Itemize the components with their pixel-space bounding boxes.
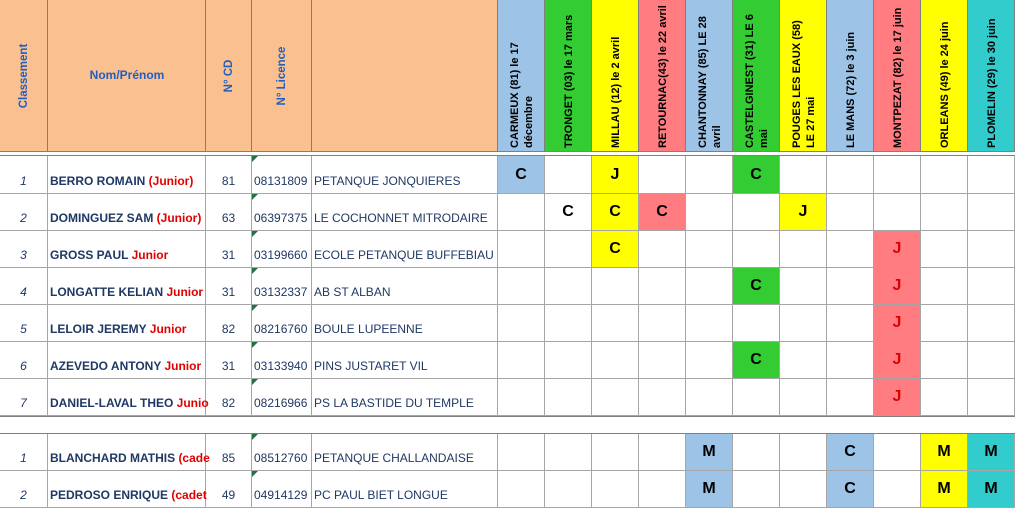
mark-cell-orleans[interactable]	[921, 156, 968, 194]
mark-cell-plomelin[interactable]	[968, 268, 1015, 305]
header-event-label	[498, 0, 545, 152]
header-event-text: POUGES LES EAUX (58) LE 27 mai	[790, 20, 817, 148]
header-name[interactable]	[48, 0, 206, 152]
error-indicator-icon	[252, 342, 258, 348]
mark-value: C	[844, 443, 856, 460]
dept-value: 49	[221, 488, 236, 502]
name-cell[interactable]	[48, 156, 206, 194]
mark-cell-retournac[interactable]	[639, 305, 686, 342]
name-cell[interactable]	[48, 194, 206, 231]
club-cell[interactable]	[312, 268, 498, 305]
mark-cell-retournac[interactable]	[639, 268, 686, 305]
club-value: ECOLE PETANQUE BUFFEBIAU	[314, 248, 494, 262]
mark-cell-pouges[interactable]	[780, 305, 827, 342]
mark-value: C	[750, 351, 762, 368]
rank-value: 6	[20, 359, 27, 373]
club-value: PINS JUSTARET VIL	[314, 359, 428, 373]
mark-cell-lemans[interactable]	[827, 471, 874, 508]
mark-cell-lemans[interactable]	[827, 305, 874, 342]
dept-value: 82	[221, 322, 236, 336]
mark-cell-montpezat[interactable]	[874, 434, 921, 471]
licence-cell[interactable]	[252, 268, 312, 305]
club-cell[interactable]	[312, 194, 498, 231]
dept-cell[interactable]	[206, 305, 252, 342]
mark-cell-carmeux[interactable]	[498, 305, 545, 342]
header-event-text: MONTPEZAT (82) le 17 juin	[891, 7, 904, 148]
mark-cell-tronget[interactable]	[545, 268, 592, 305]
rank-cell[interactable]	[0, 342, 48, 379]
rank-cell[interactable]	[0, 156, 48, 194]
mark-cell-retournac[interactable]	[639, 342, 686, 379]
mark-cell-chantonnay[interactable]	[686, 231, 733, 268]
mark-cell-tronget[interactable]	[545, 342, 592, 379]
header-event-text: TRONGET (03) le 17 mars	[562, 14, 575, 148]
mark-cell-montpezat[interactable]	[874, 156, 921, 194]
mark-value: J	[892, 314, 902, 331]
name-cell[interactable]	[48, 268, 206, 305]
header-event-chantonnay[interactable]	[686, 0, 733, 152]
header-dept-label: N° CD	[222, 59, 235, 92]
mark-value: M	[702, 443, 716, 460]
licence-cell[interactable]	[252, 231, 312, 268]
group-separator	[0, 416, 1015, 434]
name-cell[interactable]	[48, 305, 206, 342]
header-event-carmeux[interactable]	[498, 0, 545, 152]
mark-cell-retournac[interactable]	[639, 434, 686, 471]
mark-cell-montpezat[interactable]	[874, 342, 921, 379]
dept-value: 82	[221, 396, 236, 410]
error-indicator-icon	[252, 471, 258, 477]
club-cell[interactable]	[312, 434, 498, 471]
mark-cell-orleans[interactable]	[921, 342, 968, 379]
mark-cell-plomelin[interactable]	[968, 434, 1015, 471]
rank-value: 4	[20, 285, 27, 299]
header-event-label	[639, 0, 686, 152]
rank-value: 3	[20, 248, 27, 262]
mark-cell-montpezat[interactable]	[874, 379, 921, 416]
mark-cell-chantonnay[interactable]	[686, 156, 733, 194]
mark-cell-chantonnay[interactable]	[686, 268, 733, 305]
mark-value: J	[610, 165, 620, 183]
club-cell[interactable]	[312, 305, 498, 342]
mark-cell-chantonnay[interactable]	[686, 434, 733, 471]
player-name: DANIEL-LAVAL THEO	[50, 396, 177, 410]
rank-value: 2	[20, 211, 27, 225]
dept-value: 63	[221, 211, 236, 225]
dept-value: 31	[221, 285, 236, 299]
mark-value: C	[750, 277, 762, 294]
dept-value: 31	[221, 248, 236, 262]
mark-cell-pouges[interactable]	[780, 194, 827, 231]
club-value: BOULE LUPEENNE	[314, 322, 423, 336]
rank-value: 1	[20, 174, 27, 188]
mark-cell-chantonnay[interactable]	[686, 305, 733, 342]
player-name: BLANCHARD MATHIS	[50, 451, 179, 465]
header-event-label	[592, 0, 639, 152]
licence-value: 08512760	[254, 451, 308, 465]
header-event-label	[968, 0, 1015, 152]
mark-cell-castelginest[interactable]	[733, 156, 780, 194]
licence-value: 04914129	[254, 488, 308, 502]
mark-cell-castelginest[interactable]	[733, 305, 780, 342]
club-value: LE COCHONNET MITRODAIRE	[314, 211, 488, 225]
header-event-label	[874, 0, 921, 152]
mark-value: M	[984, 443, 998, 460]
mark-cell-plomelin[interactable]	[968, 194, 1015, 231]
mark-cell-tronget[interactable]	[545, 434, 592, 471]
category-tag: Junior	[164, 359, 202, 373]
player-name: DOMINGUEZ SAM	[50, 211, 157, 225]
rank-cell[interactable]	[0, 194, 48, 231]
mark-cell-millau[interactable]	[592, 471, 639, 508]
mark-cell-lemans[interactable]	[827, 231, 874, 268]
mark-cell-lemans[interactable]	[827, 156, 874, 194]
header-event-pouges[interactable]	[780, 0, 827, 152]
club-value: PETANQUE CHALLANDAISE	[314, 451, 474, 465]
dept-cell[interactable]	[206, 434, 252, 471]
mark-cell-carmeux[interactable]	[498, 342, 545, 379]
error-indicator-icon	[252, 156, 258, 162]
licence-value: 06397375	[254, 211, 308, 225]
mark-cell-retournac[interactable]	[639, 194, 686, 231]
mark-value: J	[892, 277, 902, 294]
name-cell[interactable]	[48, 379, 209, 416]
club-value: PC PAUL BIET LONGUE	[314, 488, 448, 502]
mark-value: J	[892, 351, 902, 368]
header-event-orleans[interactable]	[921, 0, 968, 152]
mark-cell-castelginest[interactable]	[733, 342, 780, 379]
error-indicator-icon	[252, 434, 258, 440]
category-tag: (Junior)	[156, 211, 202, 225]
club-cell[interactable]	[312, 231, 498, 268]
mark-value: C	[609, 203, 621, 220]
header-event-text: ORLEANS (49) le 24 juin	[938, 21, 951, 148]
header-event-label	[733, 0, 780, 152]
name-cell[interactable]	[48, 471, 206, 508]
dept-cell[interactable]	[206, 231, 252, 268]
mark-cell-castelginest[interactable]	[733, 194, 780, 231]
mark-cell-lemans[interactable]	[827, 268, 874, 305]
mark-cell-tronget[interactable]	[545, 305, 592, 342]
licence-cell[interactable]	[252, 471, 312, 508]
name-cell[interactable]	[48, 434, 210, 471]
mark-cell-castelginest[interactable]	[733, 268, 780, 305]
club-cell[interactable]	[312, 471, 498, 508]
mark-cell-millau[interactable]	[592, 305, 639, 342]
club-cell[interactable]	[312, 156, 498, 194]
mark-value: M	[984, 480, 998, 497]
mark-cell-montpezat[interactable]	[874, 268, 921, 305]
licence-value: 08216966	[254, 396, 308, 410]
club-value: PS LA BASTIDE DU TEMPLE	[314, 396, 474, 410]
mark-cell-plomelin[interactable]	[968, 342, 1015, 379]
dept-cell[interactable]	[206, 194, 252, 231]
header-event-text: CARMEUX (81) le 17 décembre	[508, 42, 535, 148]
rank-cell[interactable]	[0, 379, 48, 416]
header-event-montpezat[interactable]	[874, 0, 921, 152]
mark-cell-pouges[interactable]	[780, 231, 827, 268]
mark-value: C	[750, 165, 762, 183]
header-licence-label: N° Licence	[275, 46, 288, 105]
name-cell[interactable]	[48, 231, 206, 268]
header-event-tronget[interactable]	[545, 0, 592, 152]
mark-cell-montpezat[interactable]	[874, 194, 921, 231]
mark-cell-carmeux[interactable]	[498, 471, 545, 508]
mark-cell-castelginest[interactable]	[733, 379, 780, 416]
header-event-text: RETOURNAC(43) le 22 avril	[656, 5, 669, 148]
mark-cell-carmeux[interactable]	[498, 379, 545, 416]
header-event-plomelin[interactable]	[968, 0, 1015, 152]
error-indicator-icon	[252, 305, 258, 311]
licence-cell[interactable]	[252, 194, 312, 231]
header-licence[interactable]	[252, 0, 312, 152]
mark-cell-lemans[interactable]	[827, 434, 874, 471]
mark-cell-orleans[interactable]	[921, 305, 968, 342]
mark-cell-millau[interactable]	[592, 268, 639, 305]
mark-value: J	[892, 240, 902, 257]
dept-value: 81	[221, 174, 236, 188]
category-tag: (Junior)	[148, 174, 194, 188]
dept-value: 85	[221, 451, 236, 465]
category-tag: (cade	[178, 451, 210, 465]
mark-cell-castelginest[interactable]	[733, 231, 780, 268]
mark-cell-retournac[interactable]	[639, 379, 686, 416]
error-indicator-icon	[252, 379, 258, 385]
mark-cell-castelginest[interactable]	[733, 434, 780, 471]
header-event-text: MILLAU (12) le 2 avril	[609, 36, 622, 148]
category-tag: Junior	[149, 322, 187, 336]
category-tag: Junior	[166, 285, 204, 299]
mark-cell-castelginest[interactable]	[733, 471, 780, 508]
header-club[interactable]	[312, 0, 498, 152]
category-tag: Junior	[131, 248, 169, 262]
header-event-label	[545, 0, 592, 152]
mark-cell-millau[interactable]	[592, 342, 639, 379]
dept-cell[interactable]	[206, 156, 252, 194]
error-indicator-icon	[252, 268, 258, 274]
dept-cell[interactable]	[206, 379, 252, 416]
mark-cell-chantonnay[interactable]	[686, 471, 733, 508]
mark-cell-tronget[interactable]	[545, 231, 592, 268]
mark-cell-pouges[interactable]	[780, 156, 827, 194]
mark-value: C	[656, 203, 668, 220]
mark-cell-chantonnay[interactable]	[686, 379, 733, 416]
header-event-label	[686, 0, 733, 152]
header-event-text: CASTELGINEST (31) LE 6 mai	[743, 14, 770, 148]
mark-cell-lemans[interactable]	[827, 194, 874, 231]
licence-value: 08216760	[254, 322, 308, 336]
dept-cell[interactable]	[206, 268, 252, 305]
licence-cell[interactable]	[252, 305, 312, 342]
mark-cell-plomelin[interactable]	[968, 471, 1015, 508]
mark-cell-tronget[interactable]	[545, 156, 592, 194]
mark-cell-tronget[interactable]	[545, 471, 592, 508]
header-event-label	[780, 0, 827, 152]
mark-cell-chantonnay[interactable]	[686, 194, 733, 231]
rank-value: 7	[20, 396, 27, 410]
player-name: PEDROSO ENRIQUE	[50, 488, 172, 502]
header-rank[interactable]	[0, 0, 48, 152]
mark-cell-plomelin[interactable]	[968, 231, 1015, 268]
rank-cell[interactable]	[0, 305, 48, 342]
category-tag: (cadet	[171, 488, 207, 502]
mark-cell-orleans[interactable]	[921, 434, 968, 471]
header-event-millau[interactable]	[592, 0, 639, 152]
mark-cell-lemans[interactable]	[827, 342, 874, 379]
mark-cell-pouges[interactable]	[780, 268, 827, 305]
licence-cell[interactable]	[252, 434, 312, 471]
club-cell[interactable]	[312, 379, 498, 416]
club-cell[interactable]	[312, 342, 498, 379]
mark-cell-millau[interactable]	[592, 156, 639, 194]
header-event-text: PLOMELIN (29) le 30 juin	[985, 18, 998, 148]
mark-cell-tronget[interactable]	[545, 194, 592, 231]
mark-cell-carmeux[interactable]	[498, 194, 545, 231]
mark-cell-retournac[interactable]	[639, 471, 686, 508]
header-name-label: Nom/Prénom	[89, 68, 165, 82]
mark-cell-plomelin[interactable]	[968, 156, 1015, 194]
mark-cell-millau[interactable]	[592, 231, 639, 268]
mark-cell-carmeux[interactable]	[498, 268, 545, 305]
mark-value: C	[562, 203, 574, 220]
mark-cell-millau[interactable]	[592, 434, 639, 471]
licence-value: 03133940	[254, 359, 308, 373]
header-event-label	[827, 0, 874, 152]
dept-value: 31	[221, 359, 236, 373]
player-name: LONGATTE KELIAN	[50, 285, 167, 299]
mark-value: J	[892, 388, 902, 405]
player-name: BERRO ROMAIN	[50, 174, 149, 188]
category-tag: Junio	[176, 396, 209, 410]
rank-cell[interactable]	[0, 471, 48, 508]
mark-value: C	[609, 240, 621, 257]
mark-value: M	[937, 443, 951, 460]
header-event-text: CHANTONNAY (85) LE 28 avril	[696, 16, 723, 148]
club-value: AB ST ALBAN	[314, 285, 391, 299]
mark-value: M	[937, 480, 951, 497]
mark-value: C	[515, 165, 527, 183]
name-cell[interactable]	[48, 342, 206, 379]
mark-cell-orleans[interactable]	[921, 471, 968, 508]
player-name: GROSS PAUL	[50, 248, 132, 262]
mark-value: M	[702, 480, 716, 497]
licence-cell[interactable]	[252, 342, 312, 379]
mark-cell-millau[interactable]	[592, 194, 639, 231]
header-event-text: LE MANS (72) le 3 juin	[844, 31, 857, 148]
mark-cell-tronget[interactable]	[545, 379, 592, 416]
mark-cell-plomelin[interactable]	[968, 305, 1015, 342]
rank-cell[interactable]	[0, 434, 48, 471]
mark-cell-millau[interactable]	[592, 379, 639, 416]
rank-value: 1	[20, 451, 27, 465]
rank-cell[interactable]	[0, 268, 48, 305]
rank-cell[interactable]	[0, 231, 48, 268]
mark-cell-pouges[interactable]	[780, 471, 827, 508]
error-indicator-icon	[252, 231, 258, 237]
error-indicator-icon	[252, 194, 258, 200]
mark-cell-pouges[interactable]	[780, 434, 827, 471]
header-event-label	[921, 0, 968, 152]
header-rank-label: Classement	[17, 43, 30, 108]
mark-cell-retournac[interactable]	[639, 156, 686, 194]
player-name: LELOIR JEREMY	[50, 322, 150, 336]
mark-cell-carmeux[interactable]	[498, 156, 545, 194]
header-event-castelginest[interactable]	[733, 0, 780, 152]
header-event-lemans[interactable]	[827, 0, 874, 152]
mark-cell-carmeux[interactable]	[498, 434, 545, 471]
mark-value: C	[844, 480, 856, 497]
licence-value: 03132337	[254, 285, 308, 299]
licence-value: 03199660	[254, 248, 308, 262]
mark-value: J	[798, 203, 808, 220]
rank-value: 5	[20, 322, 27, 336]
mark-cell-chantonnay[interactable]	[686, 342, 733, 379]
rank-value: 2	[20, 488, 27, 502]
mark-cell-orleans[interactable]	[921, 231, 968, 268]
licence-cell[interactable]	[252, 156, 312, 194]
mark-cell-pouges[interactable]	[780, 379, 827, 416]
mark-cell-orleans[interactable]	[921, 194, 968, 231]
dept-cell[interactable]	[206, 342, 252, 379]
mark-cell-lemans[interactable]	[827, 379, 874, 416]
mark-cell-montpezat[interactable]	[874, 305, 921, 342]
mark-cell-montpezat[interactable]	[874, 471, 921, 508]
club-value: PETANQUE JONQUIERES	[314, 174, 461, 188]
mark-cell-plomelin[interactable]	[968, 379, 1015, 416]
mark-cell-pouges[interactable]	[780, 342, 827, 379]
mark-cell-orleans[interactable]	[921, 379, 968, 416]
licence-value: 08131809	[254, 174, 308, 188]
mark-cell-retournac[interactable]	[639, 231, 686, 268]
header-event-retournac[interactable]	[639, 0, 686, 152]
mark-cell-montpezat[interactable]	[874, 231, 921, 268]
mark-cell-orleans[interactable]	[921, 268, 968, 305]
header-dept[interactable]	[206, 0, 252, 152]
mark-cell-carmeux[interactable]	[498, 231, 545, 268]
player-name: AZEVEDO ANTONY	[50, 359, 165, 373]
licence-cell[interactable]	[252, 379, 312, 416]
dept-cell[interactable]	[206, 471, 252, 508]
